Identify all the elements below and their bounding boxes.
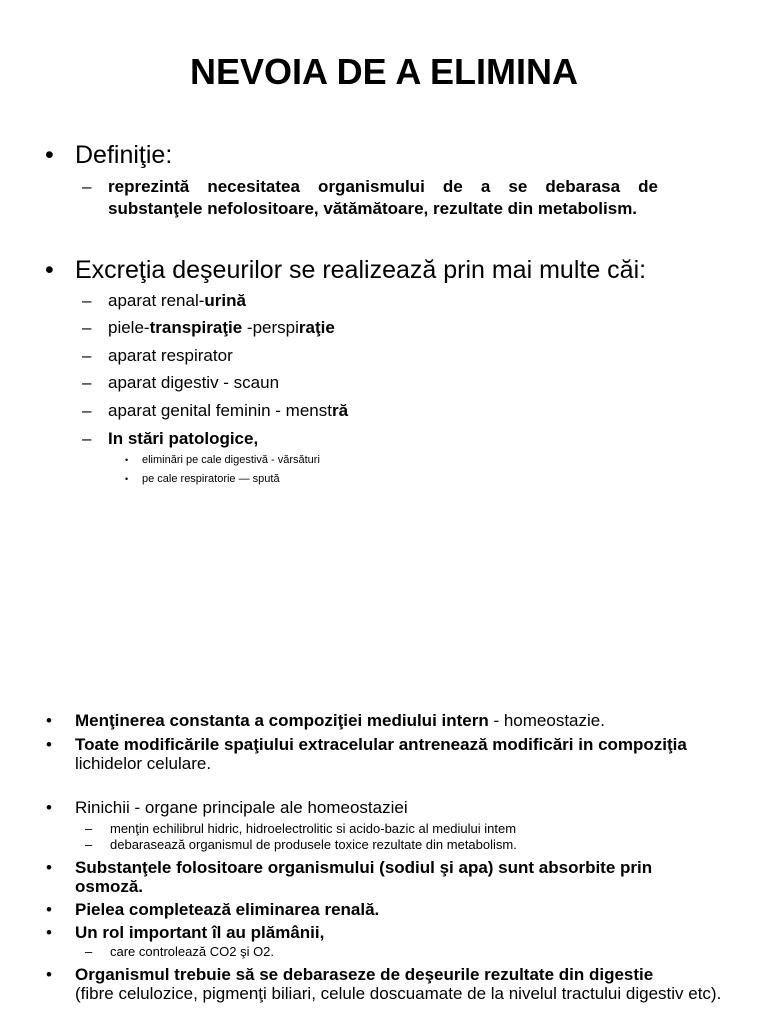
list-item-digestive — [82, 372, 280, 394]
item-text: aparat digestiv - scaun — [108, 373, 280, 392]
definition-body: reprezintă necesitatea organismului de a se debarasa de substanţele nefolositoare, vătămătoare, rezultate din metabolism. — [108, 177, 658, 218]
sub-item-text: care controlează CO2 şi O2. — [110, 944, 275, 959]
sub-item-text: pe cale respiratorie — spută — [142, 473, 280, 485]
list-item-renal — [82, 290, 246, 312]
bullet-digestion — [46, 965, 745, 1003]
bullet-substances — [46, 858, 705, 896]
list-item-respiratory — [82, 345, 233, 367]
list-item-pathologic — [82, 428, 259, 450]
dash-glyph: – — [85, 821, 93, 836]
item-bold: In stări patologice, — [108, 429, 259, 448]
sub-item-gases — [85, 944, 275, 959]
dash-glyph: – — [82, 401, 92, 420]
bullet-glyph: • — [46, 858, 52, 877]
sub-item-text: debarasează organismul de produsele toxice rezultate din metabolism. — [110, 837, 517, 852]
item-bold: Toate modificările spaţiului extracelular antrenează modificări in compoziţia — [75, 735, 687, 754]
dash-glyph: – — [85, 944, 93, 959]
dash-glyph: – — [82, 177, 92, 196]
item-text: piele- — [108, 318, 150, 337]
item-text: Rinichii - organe principale ale homeostaziei — [75, 798, 408, 817]
excretion-heading: Excreţia deşeurilor se realizează prin mai multe căi: — [75, 256, 647, 284]
bullet-glyph: • — [125, 474, 129, 484]
item-text: (fibre celulozice, pigmenţi biliari, celule doscuamate de la nivelul tractului digestiv etc). — [75, 984, 722, 1003]
bullet-glyph: • — [46, 900, 52, 919]
bullet-glyph: • — [46, 711, 52, 730]
dash-glyph: – — [82, 291, 92, 310]
item-bold: raţie — [298, 318, 335, 337]
item-text: - homeostazie. — [488, 711, 605, 730]
list-item-genital — [82, 400, 349, 422]
dash-glyph: – — [85, 837, 93, 852]
dash-glyph: – — [82, 318, 92, 337]
bullet-glyph: • — [46, 965, 52, 984]
item-bold: ră — [331, 401, 349, 420]
item-text: aparat genital feminin - menst — [108, 401, 332, 420]
item-text: aparat respirator — [108, 346, 233, 365]
item-bold: Un rol important îl au plămânii, — [75, 923, 325, 942]
bullet-glyph: • — [46, 735, 52, 754]
bullet-glyph: • — [45, 256, 54, 284]
sub-item-text: bazic al mediului intem — [384, 821, 517, 836]
sub-item-balance — [85, 821, 517, 836]
bullet-homeostasis — [46, 711, 745, 730]
bullet-kidneys — [46, 798, 745, 817]
page-title: NEVOIA DE A ELIMINA — [189, 51, 579, 92]
bullet-glyph: • — [45, 141, 54, 169]
item-bold: urină — [204, 291, 246, 310]
item-bold: Substanţele folositoare organismului (sodiul şi apa) sunt absorbite prin osmoză. — [75, 858, 653, 896]
bullet-excretion — [45, 255, 755, 285]
sub-item-respiratory — [125, 472, 280, 487]
bullet-skin — [46, 900, 745, 919]
bullet-definition — [45, 140, 755, 170]
bullet-glyph: • — [46, 798, 52, 817]
bullet-glyph: • — [46, 923, 52, 942]
item-bold: transpiraţie — [149, 318, 243, 337]
bullet-glyph: • — [125, 455, 129, 465]
item-text: aparat renal- — [108, 291, 205, 310]
dash-glyph: – — [82, 346, 92, 365]
sub-item-text: menţin echilibrul hidric, hidroelectrolitic si acido- — [110, 821, 385, 836]
dash-glyph: – — [82, 373, 92, 392]
item-bold: Pielea completează eliminarea renală. — [75, 900, 380, 919]
dash-glyph: – — [82, 429, 92, 448]
item-bold: Menţinerea constanta a compoziţiei mediului intern — [75, 711, 489, 730]
bullet-extracellular — [46, 735, 745, 773]
definition-heading: Definiţie: — [75, 141, 173, 169]
definition-text — [82, 176, 658, 220]
sub-item-digestive — [125, 453, 320, 468]
item-text: lichidelor celulare. — [75, 754, 212, 773]
sub-item-text: eliminări pe cale digestivă - vărsături — [142, 454, 320, 466]
sub-item-toxins — [85, 837, 517, 852]
item-text: -perspi — [242, 318, 299, 337]
list-item-skin — [82, 317, 335, 339]
item-bold: Organismul trebuie să se debaraseze de deşeurile rezultate din digestie — [75, 965, 654, 984]
bullet-lungs — [46, 923, 745, 942]
